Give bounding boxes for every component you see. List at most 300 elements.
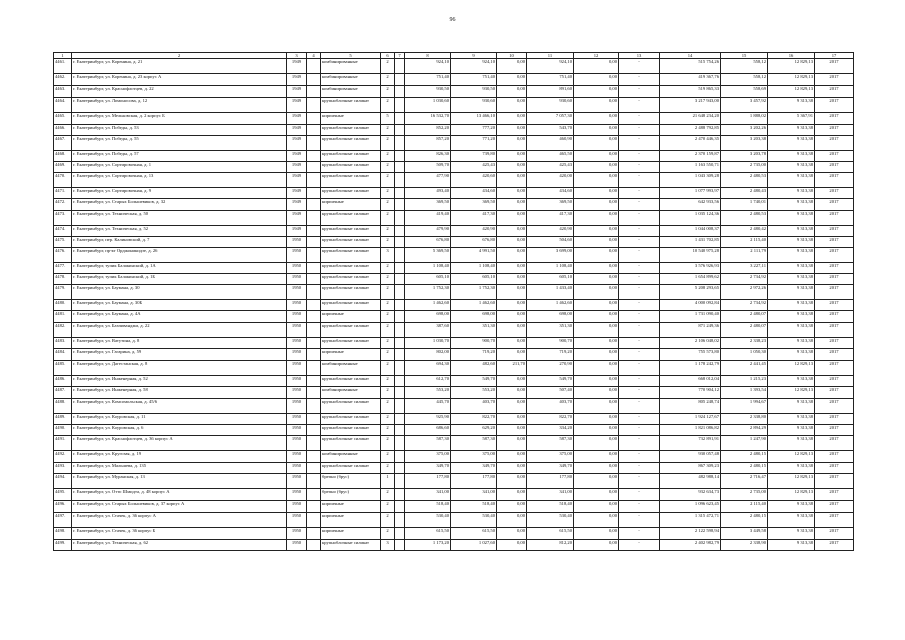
- row-id: 4469.: [54, 162, 72, 173]
- cost-per-m2: 2 735,00: [721, 489, 768, 501]
- empty-cell: [395, 414, 405, 425]
- row-id: 4499.: [54, 540, 72, 551]
- build-year: 1949: [287, 211, 307, 226]
- dash-cell: -: [619, 540, 660, 551]
- empty-cell: [395, 528, 405, 540]
- repair-cost: 3 217 943,00: [660, 98, 721, 113]
- empty-cell: [307, 59, 321, 74]
- build-year: 1949: [287, 86, 307, 98]
- plan-year: 2017: [815, 151, 854, 162]
- municipal-area: 0,00: [497, 151, 527, 162]
- wall-material: брепно (брус): [321, 474, 381, 489]
- cost-per-m2: 558,12: [721, 74, 768, 86]
- plan-year: 2017: [815, 248, 854, 263]
- max-cost-per-m2: 9 313,38: [768, 300, 815, 311]
- empty-cell: [307, 323, 321, 338]
- build-year: 1950: [287, 463, 307, 474]
- row-id: 4487.: [54, 387, 72, 399]
- empty-cell: [307, 248, 321, 263]
- dash-cell: -: [619, 361, 660, 376]
- wall-material: комбинированные: [321, 86, 381, 98]
- row-id: 4482.: [54, 323, 72, 338]
- build-year: 1950: [287, 323, 307, 338]
- nonresidential-area: 0,00: [574, 323, 619, 338]
- residential-area: 751,40: [527, 74, 574, 86]
- empty-cell: [307, 136, 321, 151]
- build-year: 1949: [287, 98, 307, 113]
- residential-area: 403,70: [527, 399, 574, 414]
- build-year: 1949: [287, 74, 307, 86]
- empty-cell: [307, 199, 321, 211]
- build-year: 1949: [287, 188, 307, 199]
- municipal-area: 0,00: [497, 425, 527, 436]
- repair-cost: 1 178 242,79: [660, 361, 721, 376]
- cost-per-m2: 2 480,53: [721, 173, 768, 188]
- repair-cost: 2 370 159,87: [660, 151, 721, 162]
- total-area: 509,70: [405, 162, 451, 173]
- plan-year: 2017: [815, 528, 854, 540]
- residential-area: 719,20: [527, 349, 574, 361]
- column-number: 5: [321, 53, 381, 59]
- plan-year: 2017: [815, 226, 854, 237]
- municipal-area: 0,00: [497, 226, 527, 237]
- address: г. Екатеринбург, ул. Гагарина, д. 59: [72, 349, 287, 361]
- total-area: 924,10: [405, 59, 451, 74]
- plan-year: 2017: [815, 463, 854, 474]
- municipal-area: 0,00: [497, 300, 527, 311]
- dash-cell: -: [619, 136, 660, 151]
- nonresidential-area: 0,00: [574, 86, 619, 98]
- column-number: 10: [497, 53, 527, 59]
- floors: 2: [381, 263, 395, 274]
- plan-year: 2017: [815, 274, 854, 285]
- column-number: 16: [768, 53, 815, 59]
- empty-cell: [307, 74, 321, 86]
- residential-area: 615,50: [527, 528, 574, 540]
- cost-per-m2: 2 115,40: [721, 237, 768, 248]
- row-id: 4483.: [54, 338, 72, 349]
- max-cost-per-m2: 9 313,38: [768, 436, 815, 451]
- max-cost-per-m2: 9 313,38: [768, 528, 815, 540]
- empty-cell: [395, 463, 405, 474]
- repair-cost: 10 540 975,28: [660, 248, 721, 263]
- repair-cost: 2 402 982,79: [660, 540, 721, 551]
- table-row: [54, 300, 854, 311]
- repair-cost: 932 634,73: [660, 489, 721, 501]
- wall-material: комбинированные: [321, 74, 381, 86]
- empty-cell: [395, 113, 405, 125]
- column-number: 12: [574, 53, 619, 59]
- plan-year: 2017: [815, 376, 854, 387]
- table-row: [54, 361, 854, 376]
- plan-year: 2017: [815, 323, 854, 338]
- floors: 2: [381, 399, 395, 414]
- empty-cell: [307, 528, 321, 540]
- dash-cell: -: [619, 451, 660, 463]
- plan-year: 2017: [815, 211, 854, 226]
- floors: 2: [381, 414, 395, 425]
- wall-material: крупноблочные силикат: [321, 136, 381, 151]
- wall-material: крупноблочные силикат: [321, 436, 381, 451]
- nonresidential-area: 0,00: [574, 414, 619, 425]
- total-area: 177,80: [405, 474, 451, 489]
- column-number: 4: [307, 53, 321, 59]
- address: г. Екатеринбург, ул. Победы, д. 57: [72, 151, 287, 162]
- repair-cost: 2 106 048,02: [660, 338, 721, 349]
- build-year: 1950: [287, 436, 307, 451]
- residential-area: 420,00: [527, 173, 574, 188]
- repair-cost: 2 488 792,85: [660, 125, 721, 136]
- plan-year: 2017: [815, 300, 854, 311]
- build-year: 1950: [287, 513, 307, 528]
- cost-per-m2: 2 480,15: [721, 451, 768, 463]
- cost-per-m2: 2 115,40: [721, 501, 768, 513]
- nonresidential-area: 0,00: [574, 338, 619, 349]
- cost-per-m2: 2 338,80: [721, 414, 768, 425]
- table-row: [54, 489, 854, 501]
- total-area: 698,00: [405, 311, 451, 323]
- residential-area: 351,30: [527, 323, 574, 338]
- table-row: [54, 414, 854, 425]
- residential-area: 420,90: [527, 226, 574, 237]
- max-cost-per-m2: 9 313,38: [768, 376, 815, 387]
- row-id: 4497.: [54, 513, 72, 528]
- living-area: 930,60: [451, 98, 497, 113]
- living-area: 739,80: [451, 151, 497, 162]
- total-area: 553,20: [405, 387, 451, 399]
- empty-cell: [307, 349, 321, 361]
- living-area: 1 027,60: [451, 540, 497, 551]
- address: г. Екатеринбург, ул. Техническая, д. 62: [72, 540, 287, 551]
- dash-cell: -: [619, 274, 660, 285]
- dash-cell: -: [619, 338, 660, 349]
- empty-cell: [395, 436, 405, 451]
- wall-material: кирпичные: [321, 199, 381, 211]
- row-id: 4462.: [54, 74, 72, 86]
- build-year: 1949: [287, 226, 307, 237]
- row-id: 4491.: [54, 436, 72, 451]
- table-row: [54, 125, 854, 136]
- column-number: 13: [619, 53, 660, 59]
- table-row: [54, 188, 854, 199]
- nonresidential-area: 0,00: [574, 211, 619, 226]
- row-id: 4467.: [54, 136, 72, 151]
- dash-cell: -: [619, 399, 660, 414]
- nonresidential-area: 0,00: [574, 361, 619, 376]
- repair-cost: 1 096 623,45: [660, 501, 721, 513]
- plan-year: 2017: [815, 501, 854, 513]
- max-cost-per-m2: 12 829,13: [768, 361, 815, 376]
- nonresidential-area: 0,00: [574, 513, 619, 528]
- dash-cell: -: [619, 376, 660, 387]
- residential-area: 605,10: [527, 274, 574, 285]
- municipal-area: 0,00: [497, 451, 527, 463]
- residential-area: 270,90: [527, 361, 574, 376]
- total-area: 587,30: [405, 436, 451, 451]
- floors: 2: [381, 311, 395, 323]
- plan-year: 2017: [815, 540, 854, 551]
- municipal-area: 0,00: [497, 501, 527, 513]
- row-id: 4473.: [54, 211, 72, 226]
- wall-material: комбинированные: [321, 361, 381, 376]
- plan-year: 2017: [815, 86, 854, 98]
- dash-cell: -: [619, 199, 660, 211]
- address: г. Екатеринбург, ул. Мельковская, д. 2 корпус Б: [72, 113, 287, 125]
- nonresidential-area: 0,00: [574, 199, 619, 211]
- total-area: 605,10: [405, 274, 451, 285]
- repair-cost: 1 315 472,71: [660, 513, 721, 528]
- table-row: [54, 311, 854, 323]
- dash-cell: -: [619, 311, 660, 323]
- max-cost-per-m2: 9 313,38: [768, 399, 815, 414]
- max-cost-per-m2: 9 313,38: [768, 338, 815, 349]
- row-id: 4489.: [54, 414, 72, 425]
- floors: 2: [381, 436, 395, 451]
- municipal-area: 0,00: [497, 237, 527, 248]
- address: г. Екатеринбург, ул. Коренина, д. 23 корпус А: [72, 74, 287, 86]
- cost-per-m2: 2 480,15: [721, 513, 768, 528]
- residential-area: 504,60: [527, 237, 574, 248]
- municipal-area: 0,00: [497, 489, 527, 501]
- empty-cell: [395, 188, 405, 199]
- max-cost-per-m2: 9 313,38: [768, 540, 815, 551]
- wall-material: крупноблочные силикат: [321, 188, 381, 199]
- dash-cell: -: [619, 188, 660, 199]
- floors: 2: [381, 237, 395, 248]
- address: г. Екатеринбург, ул. Победы, д. 53: [72, 125, 287, 136]
- repair-cost: 642 933,56: [660, 199, 721, 211]
- max-cost-per-m2: 9 313,38: [768, 125, 815, 136]
- total-area: 5 369,50: [405, 248, 451, 263]
- residential-area: 891,60: [527, 86, 574, 98]
- wall-material: крупноблочные силикат: [321, 425, 381, 436]
- floors: 2: [381, 387, 395, 399]
- address: г. Екатеринбург, ул. Комсомольская, д. 45/6: [72, 399, 287, 414]
- total-area: 826,30: [405, 151, 451, 162]
- cost-per-m2: 1 050,30: [721, 349, 768, 361]
- municipal-area: 0,00: [497, 349, 527, 361]
- floors: 2: [381, 162, 395, 173]
- residential-area: 549,70: [527, 376, 574, 387]
- plan-year: 2017: [815, 59, 854, 74]
- empty-cell: [307, 513, 321, 528]
- repair-cost: 668 012,04: [660, 376, 721, 387]
- total-area: 925,90: [405, 414, 451, 425]
- floors: 2: [381, 528, 395, 540]
- dash-cell: -: [619, 86, 660, 98]
- build-year: 1950: [287, 489, 307, 501]
- municipal-area: 0,00: [497, 274, 527, 285]
- column-number: 1: [54, 53, 72, 59]
- address: г. Екатеринбург, ул. Ломоносова, д. 12: [72, 98, 287, 113]
- municipal-area: 0,00: [497, 513, 527, 528]
- repair-cost: 805 248,74: [660, 399, 721, 414]
- repair-cost: 732 891,91: [660, 436, 721, 451]
- plan-year: 2017: [815, 98, 854, 113]
- table-row: [54, 98, 854, 113]
- dash-cell: -: [619, 248, 660, 263]
- empty-cell: [307, 226, 321, 237]
- build-year: 1949: [287, 151, 307, 162]
- empty-cell: [395, 59, 405, 74]
- max-cost-per-m2: 9 313,38: [768, 226, 815, 237]
- table-row: [54, 162, 854, 173]
- dash-cell: -: [619, 59, 660, 74]
- address: г. Екатеринбург, ул. Сортировочная, д. 13: [72, 173, 287, 188]
- nonresidential-area: 0,00: [574, 451, 619, 463]
- address: г. Екатеринбург, ул. Старых Большевиков, д. 32: [72, 199, 287, 211]
- wall-material: крупноблочные силикат: [321, 274, 381, 285]
- total-area: 1 030,70: [405, 338, 451, 349]
- living-area: 549,70: [451, 376, 497, 387]
- empty-cell: [395, 323, 405, 338]
- max-cost-per-m2: 12 829,13: [768, 387, 815, 399]
- cost-per-m2: 1 994,67: [721, 399, 768, 414]
- total-area: 493,40: [405, 188, 451, 199]
- build-year: 1950: [287, 399, 307, 414]
- table-row: [54, 463, 854, 474]
- repair-cost: 867 309,23: [660, 463, 721, 474]
- wall-material: крупноблочные силикат: [321, 125, 381, 136]
- living-area: 676,80: [451, 237, 497, 248]
- living-area: 417,30: [451, 211, 497, 226]
- nonresidential-area: 0,00: [574, 285, 619, 300]
- empty-cell: [395, 361, 405, 376]
- repair-cost: 1 077 993,97: [660, 188, 721, 199]
- empty-cell: [307, 463, 321, 474]
- build-year: 1950: [287, 237, 307, 248]
- max-cost-per-m2: 9 313,38: [768, 425, 815, 436]
- cost-per-m2: 3 457,92: [721, 98, 768, 113]
- table-row: [54, 199, 854, 211]
- cost-per-m2: 3 203,78: [721, 151, 768, 162]
- repair-cost: 1 731 090,40: [660, 311, 721, 323]
- cost-per-m2: 2 338,90: [721, 540, 768, 551]
- plan-year: 2017: [815, 199, 854, 211]
- max-cost-per-m2: 12 829,13: [768, 474, 815, 489]
- empty-cell: [307, 425, 321, 436]
- table-row: [54, 113, 854, 125]
- total-area: 676,80: [405, 237, 451, 248]
- empty-cell: [395, 98, 405, 113]
- repair-cost: 1 044 008,37: [660, 226, 721, 237]
- plan-year: 2017: [815, 162, 854, 173]
- residential-area: 425,43: [527, 162, 574, 173]
- plan-year: 2017: [815, 414, 854, 425]
- nonresidential-area: 0,00: [574, 349, 619, 361]
- dash-cell: -: [619, 387, 660, 399]
- residential-area: 924,10: [527, 59, 574, 74]
- living-area: 719,20: [451, 349, 497, 361]
- table-row: [54, 173, 854, 188]
- nonresidential-area: 0,00: [574, 74, 619, 86]
- address: г. Екатеринбург, ул. Баумана, д. 4А: [72, 311, 287, 323]
- max-cost-per-m2: 12 829,13: [768, 74, 815, 86]
- plan-year: 2017: [815, 237, 854, 248]
- empty-cell: [395, 501, 405, 513]
- wall-material: брепно (брус): [321, 489, 381, 501]
- total-area: 419,40: [405, 211, 451, 226]
- dash-cell: -: [619, 125, 660, 136]
- max-cost-per-m2: 12 829,13: [768, 59, 815, 74]
- living-area: 403,70: [451, 399, 497, 414]
- empty-cell: [395, 173, 405, 188]
- plan-year: 2017: [815, 136, 854, 151]
- row-id: 4475.: [54, 237, 72, 248]
- municipal-area: 0,00: [497, 323, 527, 338]
- total-area: 857,20: [405, 136, 451, 151]
- residential-area: 1 108,40: [527, 263, 574, 274]
- max-cost-per-m2: 9 313,38: [768, 349, 815, 361]
- build-year: 1949: [287, 113, 307, 125]
- residential-area: 465,50: [527, 151, 574, 162]
- cost-per-m2: 2 480,43: [721, 188, 768, 199]
- empty-cell: [307, 489, 321, 501]
- row-id: 4486.: [54, 376, 72, 387]
- dash-cell: -: [619, 237, 660, 248]
- table-row: [54, 59, 854, 74]
- plan-year: 2017: [815, 74, 854, 86]
- wall-material: крупноблочные силикат: [321, 211, 381, 226]
- table-row: [54, 285, 854, 300]
- cost-per-m2: 2 972,26: [721, 285, 768, 300]
- address: г. Екатеринбург, ул. Техническая, д. 52: [72, 226, 287, 237]
- address: г. Екатеринбург, ул. Кругозая, д. 19: [72, 451, 287, 463]
- plan-year: 2017: [815, 173, 854, 188]
- row-id: 4498.: [54, 528, 72, 540]
- table-row: [54, 237, 854, 248]
- address: г. Екатеринбург, ул. Стачек, д. 36 корпус А: [72, 513, 287, 528]
- living-area: 518,40: [451, 501, 497, 513]
- dash-cell: -: [619, 513, 660, 528]
- address: г. Екатеринбург, пр-кт Орджоникидзе, д. 26: [72, 248, 287, 263]
- plan-year: 2017: [815, 436, 854, 451]
- repair-cost: 1 035 124,36: [660, 211, 721, 226]
- cost-per-m2: 1 888,02: [721, 113, 768, 125]
- nonresidential-area: 0,00: [574, 226, 619, 237]
- nonresidential-area: 0,00: [574, 237, 619, 248]
- empty-cell: [395, 74, 405, 86]
- address: г. Екатеринбург, ул. Краснофлотцев, д. 22: [72, 86, 287, 98]
- nonresidential-area: 0,00: [574, 489, 619, 501]
- column-number: 3: [287, 53, 307, 59]
- living-area: 1 752,30: [451, 285, 497, 300]
- max-cost-per-m2: 9 313,38: [768, 173, 815, 188]
- wall-material: крупноблочные силикат: [321, 414, 381, 425]
- wall-material: кирпичные: [321, 528, 381, 540]
- cost-per-m2: 2 441,45: [721, 361, 768, 376]
- living-area: 530,40: [451, 513, 497, 528]
- nonresidential-area: 0,00: [574, 376, 619, 387]
- repair-cost: 1 431 702,85: [660, 237, 721, 248]
- living-area: 930,50: [451, 86, 497, 98]
- dash-cell: -: [619, 528, 660, 540]
- residential-area: 530,40: [527, 513, 574, 528]
- nonresidential-area: 0,00: [574, 151, 619, 162]
- living-area: 822,70: [451, 414, 497, 425]
- floors: 2: [381, 425, 395, 436]
- empty-cell: [395, 300, 405, 311]
- address: г. Екатеринбург, ул. Коренина, д. 21: [72, 59, 287, 74]
- total-area: 479,90: [405, 226, 451, 237]
- dash-cell: -: [619, 98, 660, 113]
- total-area: 1 173,20: [405, 540, 451, 551]
- living-area: 751,40: [451, 74, 497, 86]
- empty-cell: [307, 451, 321, 463]
- build-year: 1950: [287, 540, 307, 551]
- total-area: 615,50: [405, 528, 451, 540]
- total-area: 445,70: [405, 399, 451, 414]
